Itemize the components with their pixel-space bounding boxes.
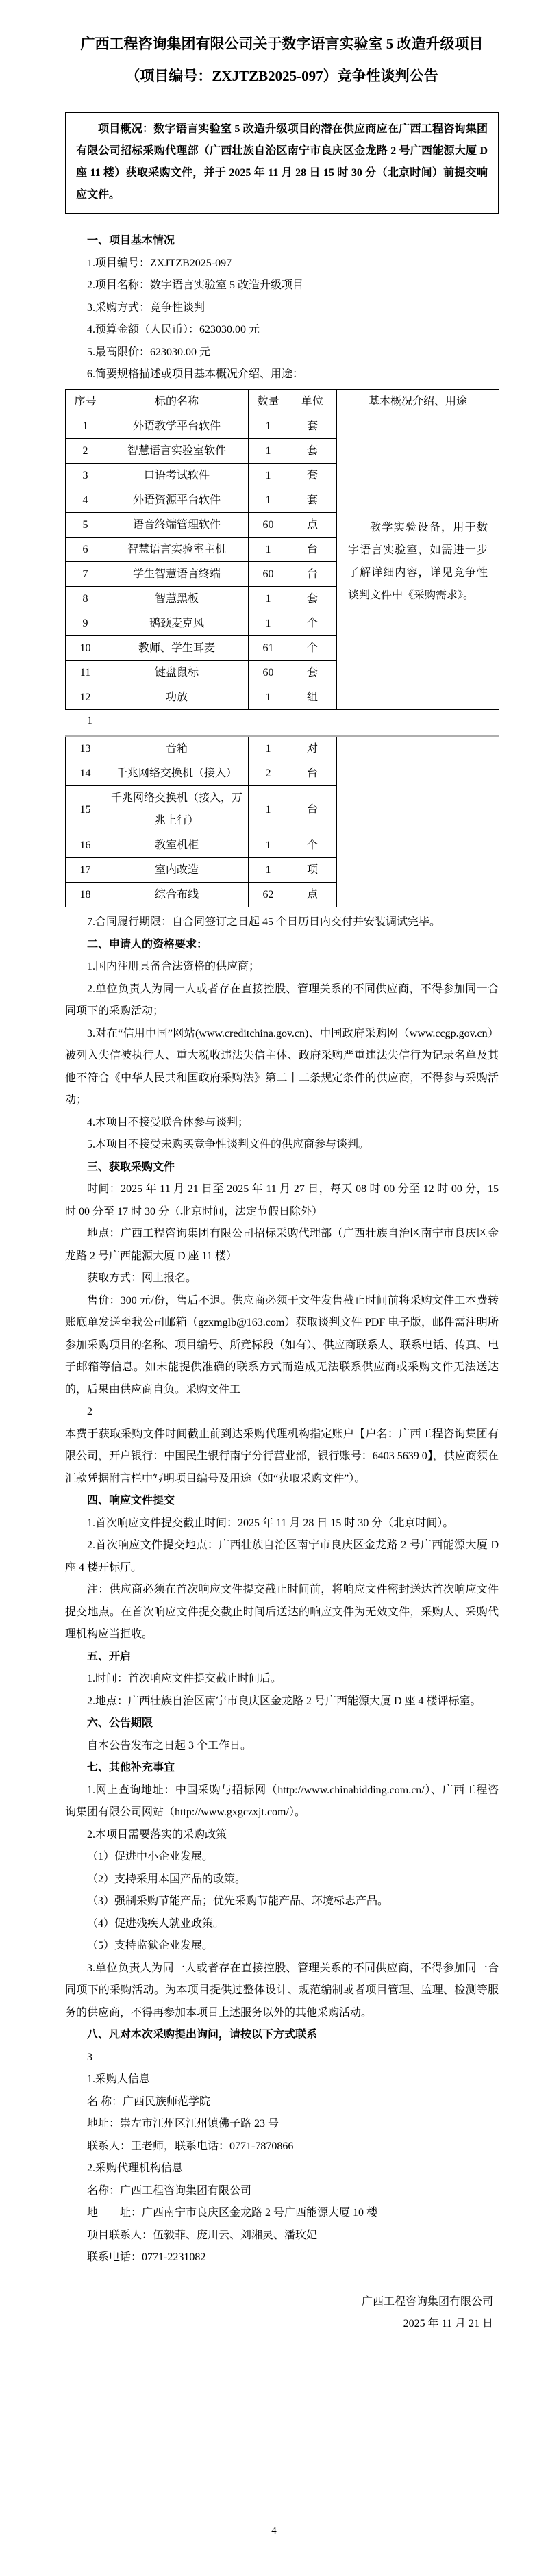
- cell-unit: 套: [288, 586, 337, 611]
- agency-contact: 项目联系人：伍毅菲、庞川云、刘湘灵、潘玫妃: [87, 2229, 318, 2241]
- cell-no: 15: [66, 786, 105, 833]
- cell-no: 9: [66, 611, 105, 635]
- doc-title-line1: 广西工程咨询集团有限公司关于数字语言实验室 5 改造升级项目: [80, 36, 484, 52]
- cell-no: 14: [66, 761, 105, 786]
- basic-item-budget: 4.预算金额（人民币）：623030.00 元: [87, 324, 260, 336]
- cell-unit: 点: [288, 883, 337, 907]
- cell-unit: 套: [288, 463, 337, 488]
- basic-item-project-name: 2.项目名称：数字语言实验室 5 改造升级项目: [87, 279, 304, 291]
- col-header-no: 序号: [66, 389, 105, 414]
- cell-no: 10: [66, 635, 105, 660]
- obtain-method: 获取方式：网上报名。: [87, 1272, 197, 1284]
- cell-qty: 60: [249, 561, 288, 586]
- policy-item: （2）支持采用本国产品的政策。: [87, 1873, 247, 1885]
- qualification-item: 4.本项目不接受联合体参与谈判；: [87, 1116, 249, 1128]
- basic-item-method: 3.采购方式：竞争性谈判: [87, 301, 206, 314]
- cell-no: 2: [66, 438, 105, 463]
- cell-qty: 1: [249, 685, 288, 709]
- cell-unit: 项: [288, 858, 337, 883]
- cell-qty: 1: [249, 414, 288, 438]
- cell-name: 鹅颈麦克风: [105, 611, 249, 635]
- cell-qty: 1: [249, 786, 288, 833]
- qualification-item: 5.本项目不接受未购买竞争性谈判文件的供应商参与谈判。: [87, 1139, 370, 1150]
- cell-no: 1: [66, 414, 105, 438]
- policy-item: （3）强制采购节能产品；优先采购节能产品、环境标志产品。: [87, 1895, 389, 1907]
- cell-qty: 1: [249, 858, 288, 883]
- cell-name: 智慧黑板: [105, 586, 249, 611]
- section-heading-opening: 五、开启: [87, 1650, 132, 1663]
- qualification-item: 3.对在“信用中国”网站(www.creditchina.gov.cn)、中国政府采购网（www.ccgp.gov.cn）被列入失信被执行人、重大税收违法失信主体、政府采购严重违法失信行为记录名单及其他不符合《中华人民共和国政府采购法》第二十二条规定条件的供应商，不得参与采购活动；: [65, 1027, 499, 1106]
- cell-no: 3: [66, 463, 105, 488]
- policy-item: （1）促进中小企业发展。: [87, 1851, 214, 1862]
- cell-qty: 61: [249, 635, 288, 660]
- doc-title: [65, 30, 499, 90]
- agency-phone: 联系电话：0771-2231082: [87, 2251, 206, 2263]
- page-number-1: 1: [87, 714, 92, 727]
- other-policy-intro: 2.本项目需要落实的采购政策: [87, 1828, 227, 1841]
- basic-item-spec-intro: 6.简要规格描述或项目基本概况介绍、用途：: [87, 368, 304, 380]
- table-note-cell-empty: [337, 736, 499, 907]
- obtain-price-part2: 本费于获取采购文件时间截止前到达采购代理机构指定账户【户名：广西工程咨询集团有限公司，开户银行：中国民生银行南宁分行营业部，银行账号：6403 5639 0】，供应商须在汇款凭据附言栏中写明项目编号及用途（如“获取采购文件”）。: [65, 1428, 499, 1485]
- obtain-time: 时间：2025 年 11 月 21 日至 2025 年 11 月 27 日，每天 08 时 00 分至 12 时 00 分，15 时 00 分至 17 时 30 分（北京时间，法定节假日除外）: [65, 1183, 499, 1217]
- section-heading-basic-info: 一、项目基本情况: [87, 235, 175, 247]
- signature-date: 2025 年 11 月 21 日: [403, 2318, 493, 2329]
- cell-unit: 个: [288, 611, 337, 635]
- cell-qty: 1: [249, 736, 288, 761]
- other-query-urls: 1.网上查询地址：中国采购与招标网（http://www.chinabidding.com.cn/）、广西工程咨询集团有限公司网站（http://www.gxgczxjt.com/）。: [65, 1784, 499, 1818]
- other-item-3: 3.单位负责人为同一人或者存在直接控股、管理关系的不同供应商，不得参加同一合同项下的采购活动。为本项目提供过整体设计、规范编制或者项目管理、监理、检测等服务的供应商，不得再参加本项目上述服务以外的其他采购活动。: [65, 1962, 499, 2019]
- cell-unit: 个: [288, 833, 337, 858]
- cell-name: 智慧语言实验室主机: [105, 537, 249, 561]
- qualification-item: 2.单位负责人为同一人或者存在直接控股、管理关系的不同供应商，不得参加同一合同项下的采购活动；: [65, 983, 499, 1017]
- col-header-unit: 单位: [288, 389, 337, 414]
- signature-block: [65, 2291, 499, 2336]
- cell-name: 室内改造: [105, 858, 249, 883]
- cell-no: 12: [66, 685, 105, 709]
- items-table-page2: [65, 735, 499, 907]
- cell-unit: 台: [288, 786, 337, 833]
- opening-time: 1.时间：首次响应文件提交截止时间后。: [87, 1673, 282, 1684]
- cell-unit: 台: [288, 761, 337, 786]
- cell-name: 口语考试软件: [105, 463, 249, 488]
- section-heading-announcement-period: 六、公告期限: [87, 1717, 153, 1729]
- page-number-2: 2: [87, 1406, 92, 1417]
- table-row: [66, 414, 499, 438]
- obtain-price-part1: 售价：300 元/份，售后不退。供应商必须于文件发售截止时间前将采购文件工本费转账底单发送至我公司邮箱（gzxmglb@163.com）获取谈判文件 PDF 电子版，邮件需注明所参加采购项目的名称、项目编号、所竞标段（如有）、供应商联系人、联系电话、传真、电子邮箱等信息。如未能提供准确的联系方式而造成无法联系供应商或采购文件无法送达的，后果由供应商自负。采购文件工: [65, 1294, 499, 1396]
- obtain-place: 地点：广西工程咨询集团有限公司招标采购代理部（广西壮族自治区南宁市良庆区金龙路 2 号广西能源大厦 D 座 11 楼）: [65, 1228, 499, 1262]
- table-row: [66, 736, 499, 761]
- cell-qty: 60: [249, 512, 288, 537]
- cell-qty: 1: [249, 463, 288, 488]
- cell-name: 音箱: [105, 736, 249, 761]
- cell-name: 功放: [105, 685, 249, 709]
- cell-name: 语音终端管理软件: [105, 512, 249, 537]
- cell-name: 智慧语言实验室软件: [105, 438, 249, 463]
- cell-no: 13: [66, 736, 105, 761]
- cell-qty: 1: [249, 488, 288, 512]
- opening-place: 2.地点：广西壮族自治区南宁市良庆区金龙路 2 号广西能源大厦 D 座 4 楼评标室。: [87, 1695, 482, 1707]
- purchaser-info-title: 1.采购人信息: [87, 2073, 151, 2085]
- cell-no: 6: [66, 537, 105, 561]
- col-header-qty: 数量: [249, 389, 288, 414]
- signature-company: 广西工程咨询集团有限公司: [361, 2295, 493, 2308]
- cell-name: 教师、学生耳麦: [105, 635, 249, 660]
- cell-unit: 组: [288, 685, 337, 709]
- qualification-item: 1.国内注册具备合法资格的供应商；: [87, 961, 260, 972]
- col-header-name: 标的名称: [105, 389, 249, 414]
- agency-name: 名称：广西工程咨询集团有限公司: [87, 2184, 252, 2197]
- cell-qty: 1: [249, 586, 288, 611]
- purchaser-contact: 联系人：王老师，联系电话：0771-7870866: [87, 2140, 294, 2152]
- project-overview-box: 项目概况：数字语言实验室 5 改造升级项目的潜在供应商应在广西工程咨询集团有限公司招标采购代理部（广西壮族自治区南宁市良庆区金龙路 2 号广西能源大厦 D 座 11 楼）获取采购文件，并于 2025 年 11 月 28 日 15 时 30 分（北京时间）前提交响应文件。: [65, 112, 499, 214]
- basic-item-project-no: 1.项目编号：ZXJTZB2025-097: [87, 257, 232, 269]
- cell-unit: 台: [288, 537, 337, 561]
- section-heading-submission: 四、响应文件提交: [87, 1495, 175, 1506]
- cell-name: 外语资源平台软件: [105, 488, 249, 512]
- submission-note: 注：供应商必须在首次响应文件提交截止时间前，将响应文件密封送达首次响应文件提交地点。在首次响应文件提交截止时间后送达的响应文件为无效文件，采购人、采购代理机构应当拒收。: [65, 1584, 499, 1640]
- cell-no: 11: [66, 660, 105, 685]
- submission-place: 2.首次响应文件提交地点：广西壮族自治区南宁市良庆区金龙路 2 号广西能源大厦 D 座 4 楼开标厅。: [65, 1539, 499, 1574]
- cell-no: 18: [66, 883, 105, 907]
- col-header-desc: 基本概况介绍、用途: [337, 389, 499, 414]
- cell-no: 17: [66, 858, 105, 883]
- cell-unit: 套: [288, 414, 337, 438]
- cell-no: 4: [66, 488, 105, 512]
- policy-item: （5）支持监狱企业发展。: [87, 1940, 214, 1952]
- table-header-row: [66, 389, 499, 414]
- cell-unit: 套: [288, 438, 337, 463]
- section-heading-other-matters: 七、其他补充事宜: [87, 1762, 175, 1773]
- cell-name: 综合布线: [105, 883, 249, 907]
- basic-item-price-cap: 5.最高限价：623030.00 元: [87, 346, 211, 358]
- page-number-4: 4: [271, 2525, 277, 2536]
- cell-name: 键盘鼠标: [105, 660, 249, 685]
- submission-deadline: 1.首次响应文件提交截止时间：2025 年 11 月 28 日 15 时 30 分（北京时间）。: [87, 1517, 454, 1529]
- cell-unit: 台: [288, 561, 337, 586]
- cell-qty: 1: [249, 833, 288, 858]
- cell-name: 教室机柜: [105, 833, 249, 858]
- section-heading-contact: 八、凡对本次采购提出询问，请按以下方式联系: [87, 2029, 318, 2041]
- agency-address: 地 址：广西南宁市良庆区金龙路 2 号广西能源大厦 10 楼: [87, 2207, 378, 2219]
- cell-name: 千兆网络交换机（接入，万兆上行）: [105, 786, 249, 833]
- cell-no: 8: [66, 586, 105, 611]
- cell-qty: 1: [249, 611, 288, 635]
- contract-term: 7.合同履行期限：自合同签订之日起 45 个日历日内交付并安装调试完毕。: [87, 916, 441, 928]
- cell-name: 学生智慧语言终端: [105, 561, 249, 586]
- purchaser-name: 名 称：广西民族师范学院: [87, 2095, 211, 2108]
- announcement-period-text: 自本公告发布之日起 3 个工作日。: [87, 1739, 252, 1752]
- section-heading-obtain-documents: 三、获取采购文件: [87, 1161, 175, 1173]
- cell-unit: 套: [288, 660, 337, 685]
- cell-qty: 1: [249, 438, 288, 463]
- purchaser-address: 地址：崇左市江州区江州镇佛子路 23 号: [87, 2118, 279, 2130]
- policy-item: （4）促进残疾人就业政策。: [87, 1917, 225, 1930]
- cell-unit: 套: [288, 488, 337, 512]
- cell-unit: 点: [288, 512, 337, 537]
- cell-qty: 62: [249, 883, 288, 907]
- cell-qty: 60: [249, 660, 288, 685]
- cell-no: 16: [66, 833, 105, 858]
- cell-name: 千兆网络交换机（接入）: [105, 761, 249, 786]
- cell-no: 7: [66, 561, 105, 586]
- cell-unit: 个: [288, 635, 337, 660]
- page-number-3: 3: [87, 2051, 92, 2063]
- doc-title-line2: （项目编号：ZXJTZB2025-097）竞争性谈判公告: [125, 68, 438, 84]
- table-note-cell: 教学实验设备，用于数字语言实验室，如需进一步了解详细内容，详见竞争性谈判文件中《采购需求》。: [337, 414, 499, 709]
- cell-no: 5: [66, 512, 105, 537]
- section-heading-qualification: 二、申请人的资格要求：: [87, 938, 208, 950]
- cell-qty: 2: [249, 761, 288, 786]
- agency-info-title: 2.采购代理机构信息: [87, 2162, 184, 2174]
- cell-qty: 1: [249, 537, 288, 561]
- items-table-page1: [65, 389, 499, 710]
- cell-unit: 对: [288, 736, 337, 761]
- cell-name: 外语教学平台软件: [105, 414, 249, 438]
